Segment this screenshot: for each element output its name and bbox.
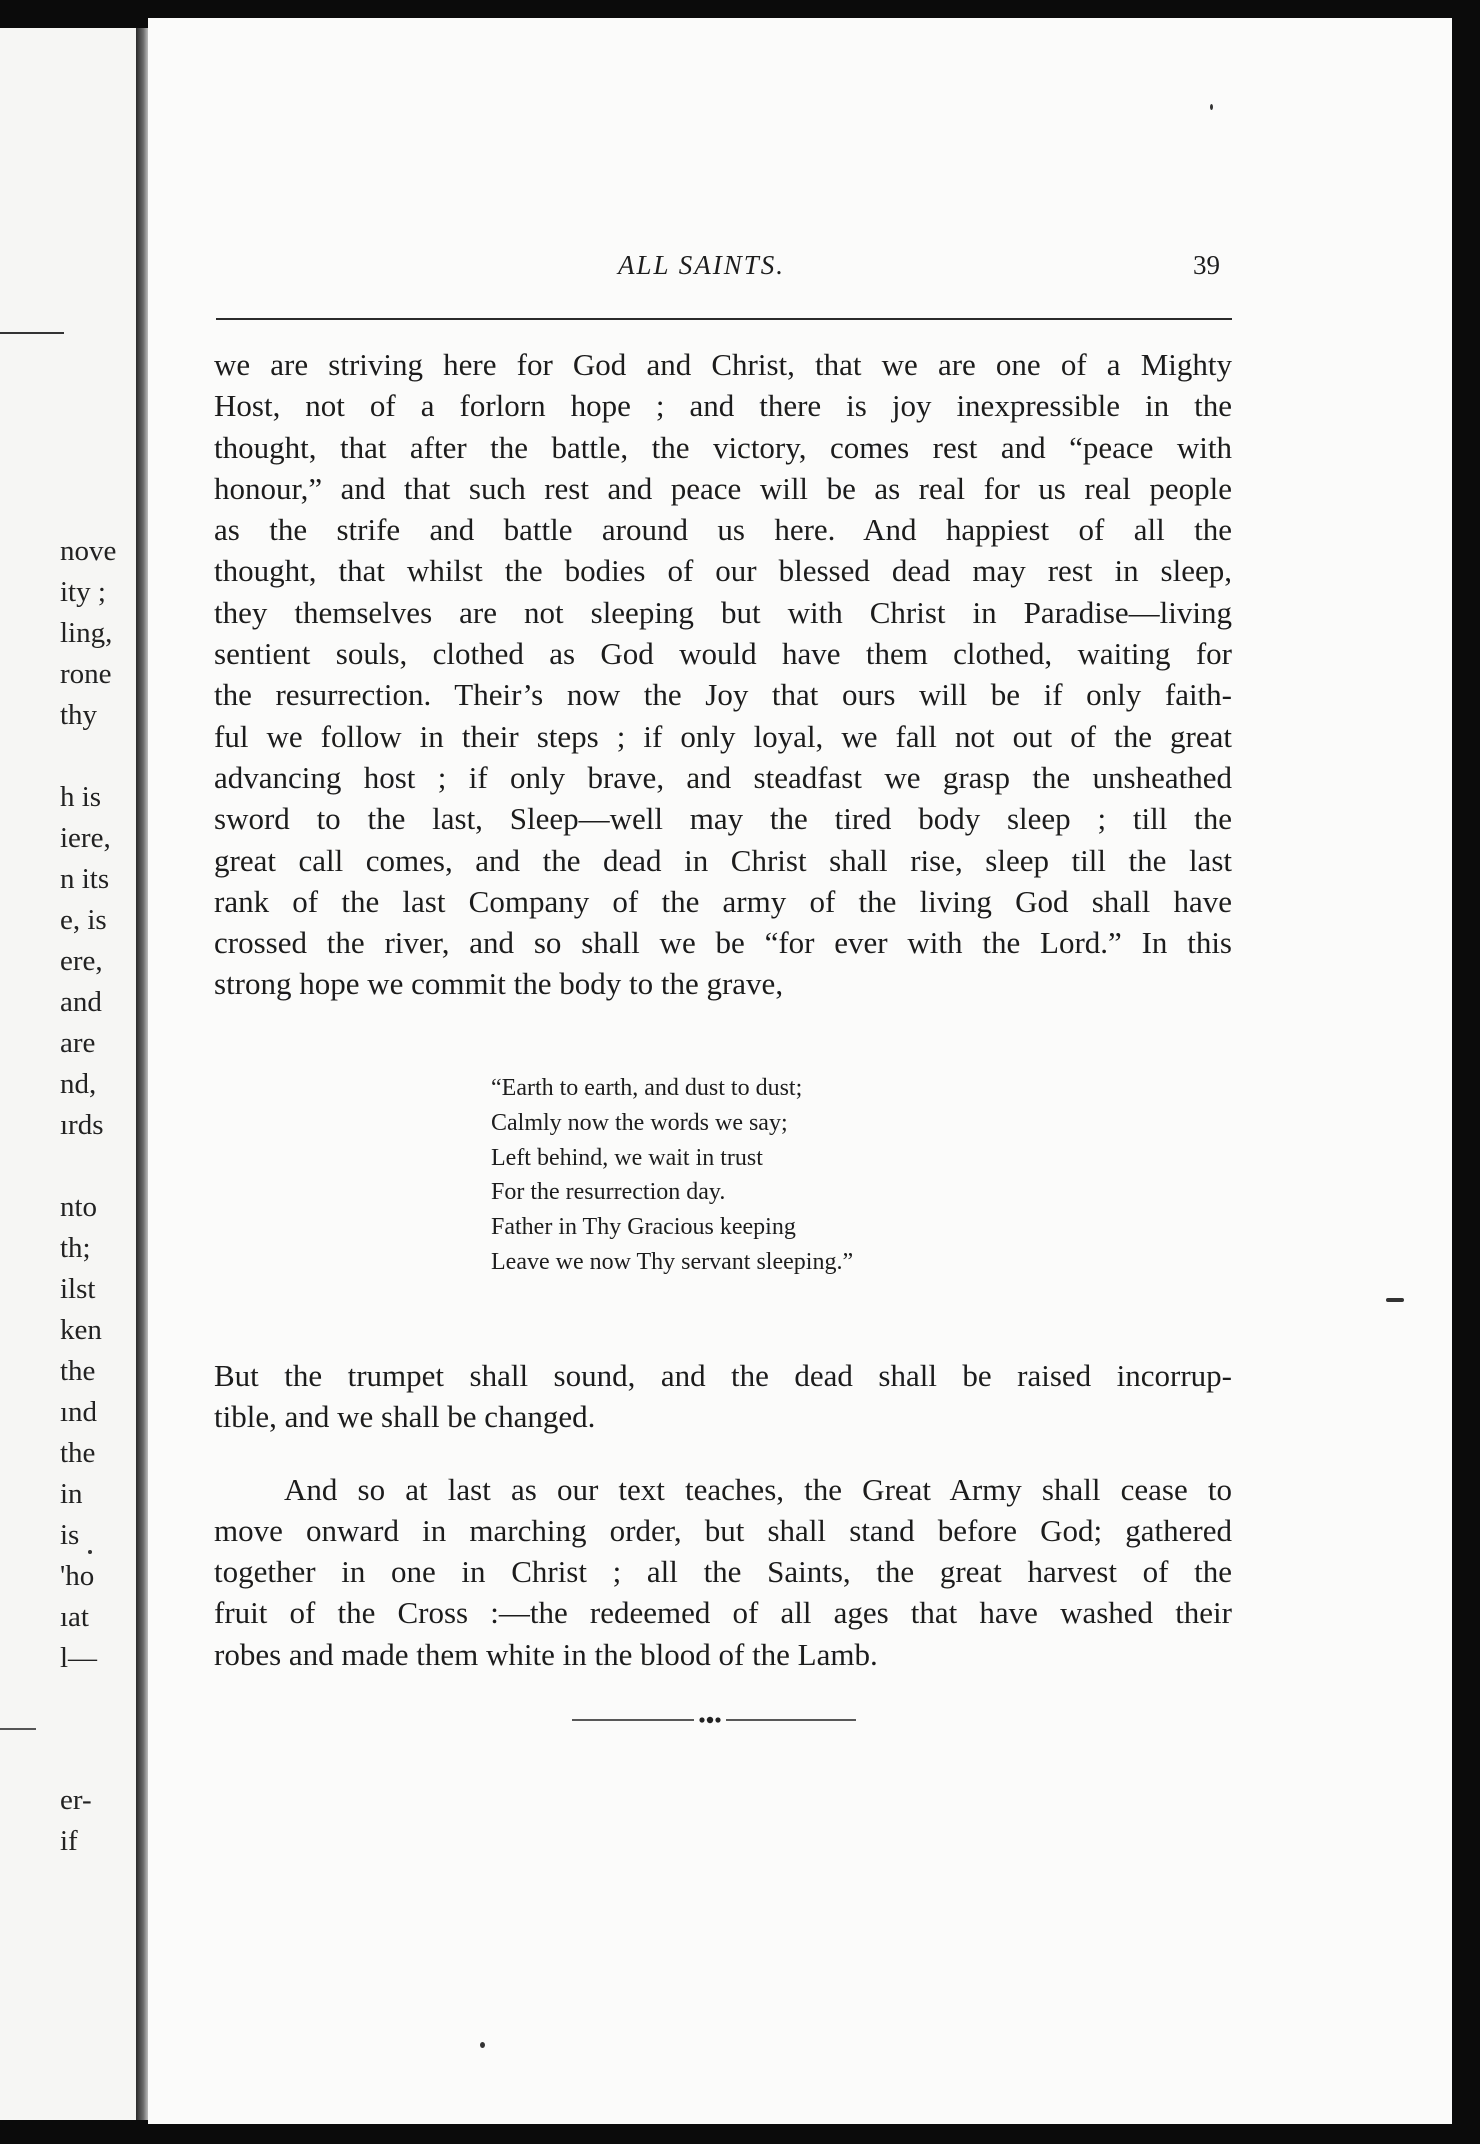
facing-page-text-fragment: h is	[60, 781, 102, 813]
facing-page-text-fragment: is	[60, 1519, 80, 1551]
poem-line: Leave we now Thy servant sleeping.”	[491, 1248, 854, 1275]
poem-line: Left behind, we wait in trust	[491, 1144, 763, 1171]
text-line: rank of the last Company of the army of the living God shall have	[214, 883, 1232, 919]
facing-page-text-fragment: ere,	[60, 945, 103, 977]
text-line: ful we follow in their steps ; if only loyal, we fall not out of the great	[214, 718, 1232, 754]
text-line: thought, that whilst the bodies of our blessed dead may rest in sleep,	[214, 553, 1232, 589]
page-speck	[1386, 1298, 1404, 1302]
page-number: 39	[1193, 250, 1220, 280]
facing-page-text-fragment: ling,	[60, 617, 113, 649]
facing-page-text-fragment: are	[60, 1027, 96, 1059]
text-line: sentient souls, clothed as God would have them clothed, waiting for	[214, 636, 1232, 672]
closing-paragraphs	[214, 1324, 1232, 1706]
paragraph-main	[214, 344, 1232, 1005]
facing-page-text-fragment: nto	[60, 1191, 98, 1223]
facing-page-text-fragment: nd,	[60, 1068, 97, 1100]
text-line: honour,” and that such rest and peace will be as real for us real people	[214, 470, 1232, 506]
poem-line: Calmly now the words we say;	[491, 1109, 788, 1136]
page-speck	[480, 2042, 485, 2048]
text-line: thought, that after the battle, the victory, comes rest and “peace with	[214, 429, 1232, 465]
facing-page-text-fragment: the	[60, 1437, 96, 1469]
text-line: we are striving here for God and Christ, that we are one of a Mighty	[214, 347, 1232, 382]
page-speck	[1210, 104, 1213, 110]
facing-page-text-fragment: er-	[60, 1784, 92, 1816]
facing-page-text-fragment: ken	[60, 1314, 102, 1346]
poem-quotation	[491, 1071, 853, 1280]
poem-line: “Earth to earth, and dust to dust;	[491, 1075, 803, 1101]
text-line: crossed the river, and so shall we be “for ever with the Lord.” In this	[214, 925, 1232, 961]
facing-page-text-fragment: ınd	[60, 1396, 98, 1428]
text-line: fruit of the Cross :—the redeemed of all ages that have washed their	[214, 1595, 1232, 1631]
facing-page-text-fragment: l—	[60, 1642, 98, 1674]
book-gutter	[136, 28, 148, 2120]
facing-page-text-fragment: n its	[60, 863, 110, 895]
facing-page-edge	[0, 28, 140, 2120]
facing-page-text-fragment: nove	[60, 535, 117, 567]
facing-page-dash	[0, 1728, 36, 1730]
text-line: advancing host ; if only brave, and steadfast we grasp the unsheathed	[214, 759, 1232, 795]
page-speck	[88, 1550, 92, 1554]
facing-page-text-fragment: 'ho	[60, 1560, 95, 1592]
text-line: sword to the last, Sleep—well may the tired body sleep ; till the	[214, 801, 1232, 837]
facing-page-text-fragment: ity ;	[60, 576, 106, 608]
text-line: tible, and we shall be changed.	[214, 1399, 596, 1435]
facing-page-text-fragment: ıat	[60, 1601, 89, 1633]
facing-page-text-fragment: rone	[60, 658, 112, 690]
facing-page-text-fragment: e, is	[60, 904, 107, 936]
text-line: strong hope we commit the body to the grave,	[214, 966, 784, 1002]
text-line: And so at last as our text teaches, the Great Army shall cease to	[284, 1471, 1232, 1507]
facing-page-text-fragment: ırds	[60, 1109, 104, 1141]
poem-line: For the resurrection day.	[491, 1179, 726, 1206]
text-line: robes and made them white in the blood of the Lamb.	[214, 1636, 878, 1672]
facing-page-text-fragment: the	[60, 1355, 96, 1387]
running-head: ALL SAINTS.	[618, 250, 786, 280]
text-line: But the trumpet shall sound, and the dead shall be raised incorrup-	[214, 1358, 1232, 1393]
end-ornament	[572, 1715, 856, 1725]
poem-line: Father in Thy Gracious keeping	[491, 1214, 796, 1241]
text-line: together in one in Christ ; all the Saints, the great harvest of the	[214, 1554, 1232, 1590]
facing-page-head-rule	[0, 332, 64, 334]
facing-page-text-fragment: and	[60, 986, 102, 1018]
facing-page-text-fragment: th;	[60, 1232, 91, 1264]
facing-page-text-fragment: thy	[60, 699, 98, 731]
text-line: as the strife and battle around us here. And happiest of all the	[214, 512, 1232, 548]
facing-page-text-fragment: if	[60, 1825, 78, 1857]
header-rule	[216, 318, 1232, 320]
text-line: Host, not of a forlorn hope ; and there is joy inexpressible in the	[214, 388, 1232, 424]
text-line: great call comes, and the dead in Christ shall rise, sleep till the last	[214, 842, 1232, 878]
text-line: move onward in marching order, but shall stand before God; gathered	[214, 1512, 1232, 1548]
text-line: they themselves are not sleeping but with Christ in Paradise—living	[214, 594, 1232, 630]
text-line: the resurrection. Their’s now the Joy that ours will be if only faith-	[214, 677, 1232, 713]
facing-page-text-fragment: iere,	[60, 822, 111, 854]
book-page	[148, 18, 1452, 2124]
facing-page-text-fragment: ilst	[60, 1273, 96, 1305]
facing-page-text-fragment: in	[60, 1478, 83, 1510]
